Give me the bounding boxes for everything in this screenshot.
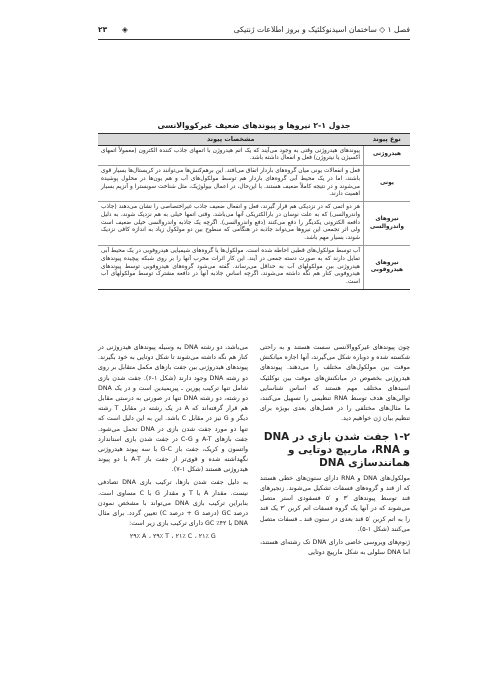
left-text-column — [98, 343, 248, 543]
section-heading: ۱-۲ جفت شدن بازی در DNA و RNA، ماریپچ دوتایی و همانندسازی DNA — [263, 430, 410, 469]
paragraph: به دلیل جفت شدن بازها، ترکیب بازی DNA تصادفی نیست. مقدار A با T و مقدار G با C مساوی است. بنابراین ترکیب بازی DNA می‌تواند با مشخص نمودن درصد GC (درصد G + درصد C) تعیین گردد. برای مثال DNA با ۴۲٪ GC دارای ترکیب بازی زیر است: — [98, 479, 248, 528]
bond-description-cell: هر دو اتمی که در نزدیکی هم قرار گیرند، فعل و انفعال ضعیف جاذب غیراختصاصی را نشان می‌دهند (جاذب واندروالسی) که به علت نوسان در بارالکتریکی آنها می‌باشد. وقتی اتمها خیلی به هم نزدیک شوند، به دلیل دافعه الکترونی یکدیگر را دفع می‌کنند (دفع واندروالسی). اگرچه یک جاذبه واندروالسی خیلی ضعیف است ولی اثر تجمعی این نیروها می‌تواند جاذبه در هنگامی که سطوح بین دو مولکول زیاد به اندازه کافی نزدیک شوند، بسیار مهم باشد. — [98, 202, 364, 246]
chapter-title: فصل ۱ ◇ ساختمان اسیدنوکلئیک و بروز اطلاعات ژنتیکی — [233, 25, 410, 34]
bond-type-cell: نیروهای واندروالسی — [364, 202, 411, 246]
bond-type-cell: یونی — [364, 166, 411, 202]
right-text-column — [260, 343, 410, 561]
bond-type-cell: نیروهای هیدروفوبی — [364, 246, 411, 290]
table-caption: جدول ۱-۲ نیروها و پیوندهای ضعیف غیرکووالانسی — [157, 121, 351, 130]
table-row — [98, 145, 410, 166]
bond-description-cell: پیوندهای هیدروژنی وقتی به وجود می‌آیند که یک اتم هیدروژن با اتمهای جاذب کننده الکترون (معمولاً اتمهای اکسیژن یا نیتروژن) فعل و انفعال داشته باشد. — [98, 145, 364, 166]
column-header-type: نوع پیوند — [364, 134, 411, 146]
bond-type-cell: هیدروژنی — [364, 145, 411, 166]
page-number: ۲۳ — [98, 25, 108, 34]
bond-description-cell: فعل و انفعالات یونی میان گروه‌های باردار اتفاق می‌افتد. این برهم‌کنش‌ها می‌توانند در کریستال‌ها بسیار قوی باشند، اما در یک محیط آبی گروه‌های باردار هم توسط مولکول‌های آب و هم یون‌ها در محلول پوشیده می‌شوند و در نتیجه کاملاً ضعیف هستند. با این‌حال، در اعمال بیولوژیک، مثل شناخت سوبسترا و آنزیم بسیار اهمیت دارند. — [98, 166, 364, 202]
ornament-icon: ◈ — [122, 25, 128, 34]
header-rule — [98, 39, 410, 40]
base-composition-formula: ۲۹٪ A ، ۲۹٪ T ، ۲۱٪ C ، ۲۱٪ G — [129, 533, 217, 541]
paragraph: مولکول‌های DNA و RNA دارای ستون‌های خطی هستند که از قند و گروه‌های فسفات تشکیل می‌شوند. زنجیرهای قند توسط پیوندهای ′۳ و ′۵ فسفودی استر متصل می‌شوند که در آنها یک گروه فسفات اتم کربن ′۳ یک قند را به اتم کربن ′۵ قند بعدی در ستون قند ـ فسفات متصل می‌کنند (شکل ۱-۵). — [260, 474, 411, 533]
table-header-row — [98, 134, 410, 146]
bonds-table — [98, 133, 410, 290]
column-header-description: مشخصات پیوند — [98, 134, 364, 146]
paragraph: چون پیوندهای غیرکووالانسی سست هستند و به راحتی شکسته شده و دوباره شکل می‌گیرند، آنها اجازه میانکنش موقت بین مولکول‌های مختلف را می‌دهند. پیوندهای هیدروژنی بخصوص در میانکنش‌های موقت بین نوکلئیک اسیدهای مختلف مهم هستند که اساس شناسایی توالی‌های هدف توسط RNA تنظیمی را تسهیل می‌کنند، ما مثال‌های مختلفی را در فصل‌های بعدی بویژه برای تنظیم بیان ژن خواهیم دید. — [260, 344, 410, 423]
table-row — [98, 246, 410, 290]
paragraph: می‌باشد، دو رشته DNA به وسیله پیوندهای هیدروژنی در کنار هم نگه داشته می‌شوند تا شکل دوتایی به خود بگیرند. پیوندهای هیدروژنی بین جفت بازهای مکمل متقابل بر روی دو رشته DNA وجود دارند (شکل ۱-۶). جفت شدن بازی شامل تنها ترکیب پورین ـ پیریمیدین است و در یک DNA دو رشته، دو رشته DNA تنها در صورتی به درستی مقابل هم قرار گرفته‌اند که A در یک رشته در مقابل T رشته دیگر و G نیز در مقابل C باشد. این به این دلیل است که تنها دو مورد جفت شدن بازی در DNA تحمل می‌شود. جفت بازهای A-T و C-G در جفت شدن بازی استاندارد واتسون و کریک، جفت باز G-C با سه پیوند هیدروژنی نگهداشته شده و قوی‌تر از جفت باز A-T با دو پیوند هیدروژنی هستند (شکل ۱-۷). — [98, 344, 249, 474]
table-row — [98, 166, 410, 202]
bond-description-cell: آب توسط مولکول‌های قطبی احاطه شده است. مولکول‌ها یا گروه‌های شیمیایی هیدروفوبی در یک محیط آبی تمایل دارند که به صورت دسته جمعی در آیند. این کار اثرات مخرب آنها را بر روی شبکه پیچیده پیوندهای هیدروژنی بین مولکولهای آب به حداقل می‌رساند. گفته می‌شود گروه‌های هیدروفوبی توسط پیوندهای هیدروفوبی کنار هم نگه داشته می‌شوند، اگرچه اساس جاذبه آنها در دافعه مشترک توسط مولکولهای آب است. — [98, 246, 364, 290]
paragraph: ژنوم‌های ویروسی خاصی دارای DNA تک رشته‌ای هستند، اما DNA سلولی به شکل مارپیچ دوتایی — [260, 538, 410, 557]
table-row — [98, 202, 410, 246]
running-header — [98, 22, 410, 38]
